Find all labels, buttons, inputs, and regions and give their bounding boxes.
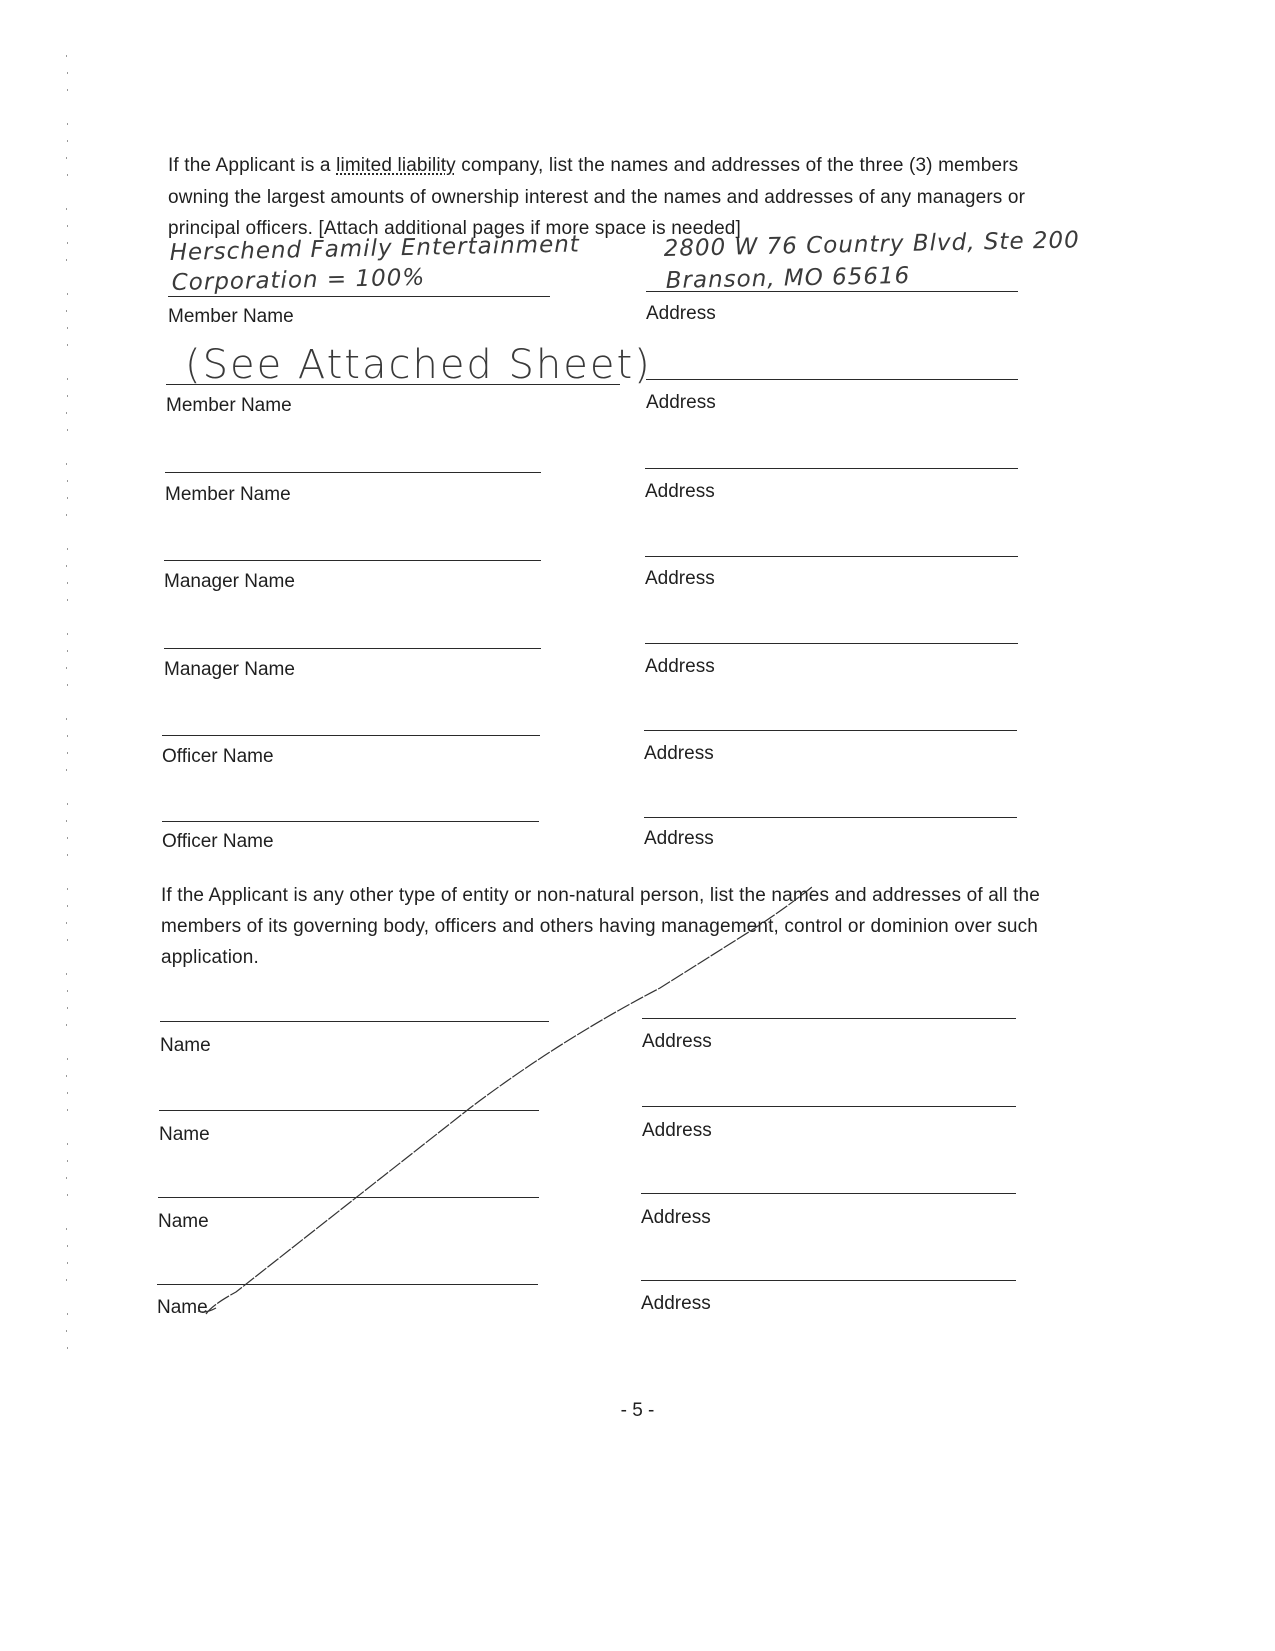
- entity-name-line-3: [158, 1197, 539, 1198]
- margin-dot: [66, 310, 67, 312]
- margin-dot: [66, 1075, 67, 1077]
- margin-dot: [66, 208, 67, 210]
- entity-address-line-4: [641, 1280, 1016, 1281]
- margin-dot: [67, 72, 68, 74]
- officer-name-label-1: Officer Name: [162, 746, 274, 767]
- margin-dot: [67, 1313, 68, 1315]
- page-number: - 5 -: [620, 1400, 655, 1421]
- member-name-line-1: [168, 296, 550, 297]
- margin-dot: [67, 242, 68, 244]
- manager-name-label-1: Manager Name: [164, 571, 295, 592]
- margin-dot: [67, 1194, 68, 1196]
- member-name-line-2: [166, 384, 620, 385]
- margin-dot: [67, 1058, 68, 1060]
- address-label-6: Address: [644, 743, 714, 764]
- margin-dot: [67, 429, 68, 431]
- entity-name-line-4: [157, 1284, 538, 1285]
- member-address-line-2: [646, 379, 1018, 380]
- margin-dot: [67, 225, 68, 227]
- margin-dot: [67, 990, 68, 992]
- entity-address-label-1: Address: [642, 1031, 712, 1052]
- handwritten-member1-name-line2: Corporation = 100%: [171, 264, 426, 296]
- address-label-7: Address: [644, 828, 714, 849]
- entity-name-label-2: Name: [159, 1124, 210, 1145]
- manager-name-line-2: [164, 648, 541, 649]
- manager-address-line-1: [645, 556, 1018, 557]
- address-label-4: Address: [645, 568, 715, 589]
- margin-dot: [66, 1330, 67, 1332]
- margin-dot: [67, 1262, 68, 1264]
- margin-dot: [66, 718, 67, 720]
- margin-dot: [67, 854, 68, 856]
- entity-address-line-3: [641, 1193, 1016, 1194]
- member-name-line-3: [165, 472, 541, 473]
- margin-dot: [67, 480, 68, 482]
- margin-dot: [67, 905, 68, 907]
- margin-dot: [67, 548, 68, 550]
- margin-dot: [67, 344, 68, 346]
- margin-dot: [67, 888, 68, 890]
- margin-dot: [67, 327, 68, 329]
- address-label-1: Address: [646, 303, 716, 324]
- margin-dot: [67, 1347, 68, 1349]
- handwritten-member1-address-line1: 2800 W 76 Country Blvd, Ste 200: [663, 227, 1081, 262]
- handwritten-member1-name-line1: Herschend Family Entertainment: [169, 231, 581, 266]
- margin-dot: [67, 497, 68, 499]
- margin-dot: [67, 735, 68, 737]
- margin-dot: [66, 412, 67, 414]
- llc-intro-underlined: limited liability: [336, 155, 456, 176]
- margin-dot: [67, 1109, 68, 1111]
- margin-dot: [66, 1228, 67, 1230]
- entity-address-line-1: [642, 1018, 1016, 1019]
- margin-dot: [66, 259, 67, 261]
- entity-address-label-4: Address: [641, 1293, 711, 1314]
- member-address-line-3: [645, 468, 1018, 469]
- llc-intro-after: company, list the names and addresses of the three (3) members owning the largest amounts of ownership interest and the names and addresses of any managers or principal officers. [Attach additional pages if more space is needed]: [168, 155, 1026, 239]
- entity-name-label-4: Name: [157, 1297, 208, 1318]
- manager-name-line-1: [164, 560, 541, 561]
- member-name-label-3: Member Name: [165, 484, 291, 505]
- margin-dot: [66, 820, 67, 822]
- margin-dot: [67, 633, 68, 635]
- manager-address-line-2: [645, 643, 1018, 644]
- member-address-line-1: [646, 291, 1018, 292]
- entity-address-label-2: Address: [642, 1120, 712, 1141]
- margin-dot: [67, 395, 68, 397]
- margin-dot: [67, 837, 68, 839]
- entity-address-line-2: [642, 1106, 1016, 1107]
- margin-dot: [66, 514, 67, 516]
- margin-dot: [67, 1245, 68, 1247]
- margin-dot: [66, 565, 67, 567]
- margin-dot: [67, 1160, 68, 1162]
- margin-dot: [67, 752, 68, 754]
- officer-name-line-2: [162, 821, 539, 822]
- margin-dot: [66, 157, 67, 159]
- member-name-label-2: Member Name: [166, 395, 292, 416]
- margin-dot: [66, 1177, 67, 1179]
- margin-dot: [67, 174, 68, 176]
- manager-name-label-2: Manager Name: [164, 659, 295, 680]
- margin-dot: [67, 89, 68, 91]
- officer-address-line-1: [644, 730, 1017, 731]
- margin-scan-marks: [66, 55, 70, 1355]
- officer-name-label-2: Officer Name: [162, 831, 274, 852]
- margin-dot: [67, 293, 68, 295]
- margin-dot: [66, 667, 67, 669]
- handwritten-member1-address-line2: Branson, MO 65616: [665, 262, 911, 294]
- entity-name-line-2: [159, 1110, 539, 1111]
- margin-dot: [67, 803, 68, 805]
- margin-dot: [66, 463, 67, 465]
- margin-dot: [66, 922, 67, 924]
- margin-dot: [67, 378, 68, 380]
- margin-dot: [66, 769, 67, 771]
- member-name-label-1: Member Name: [168, 306, 294, 327]
- margin-dot: [67, 140, 68, 142]
- margin-dot: [67, 684, 68, 686]
- margin-dot: [67, 599, 68, 601]
- address-label-5: Address: [645, 656, 715, 677]
- margin-dot: [67, 1092, 68, 1094]
- officer-address-line-2: [644, 817, 1017, 818]
- entity-name-label-1: Name: [160, 1035, 211, 1056]
- llc-intro-before: If the Applicant is a: [168, 155, 337, 176]
- handwritten-member2-name: (See Attached Sheet): [185, 342, 652, 388]
- entity-address-label-3: Address: [641, 1207, 711, 1228]
- entity-name-line-1: [160, 1021, 549, 1022]
- margin-dot: [67, 939, 68, 941]
- margin-dot: [66, 973, 67, 975]
- margin-dot: [67, 123, 68, 125]
- margin-dot: [66, 1024, 67, 1026]
- margin-dot: [67, 1143, 68, 1145]
- margin-dot: [67, 582, 68, 584]
- margin-dot: [67, 650, 68, 652]
- margin-dot: [66, 1279, 67, 1281]
- entity-name-label-3: Name: [158, 1211, 209, 1232]
- address-label-2: Address: [646, 392, 716, 413]
- officer-name-line-1: [162, 735, 540, 736]
- margin-dot: [66, 55, 67, 57]
- other-entity-instructions: If the Applicant is any other type of entity or non-natural person, list the names and addresses of all the members of its governing body, officers and others having management, control or dominion over such application.: [161, 885, 1040, 968]
- address-label-3: Address: [645, 481, 715, 502]
- margin-dot: [67, 1007, 68, 1009]
